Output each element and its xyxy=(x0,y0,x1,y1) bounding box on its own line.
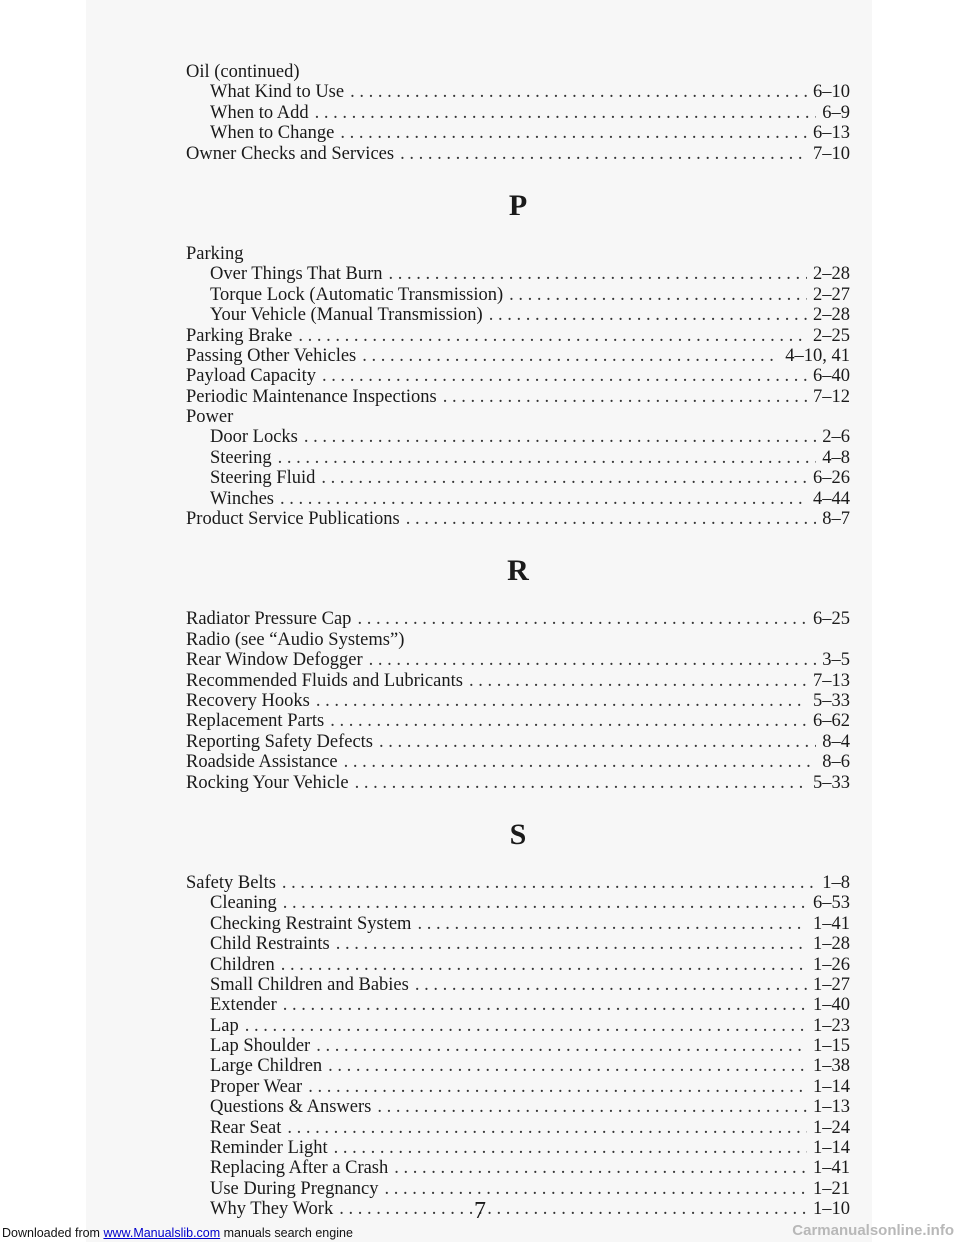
entry-label: Product Service Publications xyxy=(186,509,400,530)
entry-label: Periodic Maintenance Inspections xyxy=(186,386,437,407)
entry-page-ref: 1–38 xyxy=(813,1056,850,1077)
dot-leader xyxy=(278,448,817,468)
entry-label: What Kind to Use xyxy=(210,82,345,103)
entry-label: Why They Work xyxy=(210,1199,334,1220)
dot-leader xyxy=(316,1036,807,1056)
entry-page-ref: 3–5 xyxy=(822,650,850,671)
dot-leader xyxy=(322,366,807,386)
entry-page-ref: 1–28 xyxy=(813,934,850,955)
section-letter-s: S xyxy=(509,817,527,851)
dot-leader xyxy=(283,995,807,1015)
entry-label: Use During Pregnancy xyxy=(210,1178,379,1199)
index-entry xyxy=(186,995,850,1015)
entry-label: When to Change xyxy=(210,123,335,144)
index-entry xyxy=(186,62,850,82)
entry-label: Radiator Pressure Cap xyxy=(186,609,352,630)
entry-page-ref: 4–8 xyxy=(822,447,850,468)
footer-prefix: Downloaded from xyxy=(2,1226,104,1240)
entry-label: When to Add xyxy=(210,102,309,123)
dot-leader xyxy=(443,387,807,407)
entry-page-ref: 6–53 xyxy=(813,893,850,914)
dot-leader xyxy=(304,427,816,447)
index-entry xyxy=(186,407,850,427)
index-entry xyxy=(186,914,850,934)
index-entry xyxy=(186,366,850,386)
dot-leader xyxy=(400,144,807,164)
entry-page-ref: 1–14 xyxy=(813,1138,850,1159)
dot-leader xyxy=(298,326,807,346)
entry-page-ref: 4–10, 41 xyxy=(785,345,850,366)
entry-page-ref: 4–44 xyxy=(813,488,850,509)
section-p xyxy=(186,244,850,529)
index-entry xyxy=(186,671,850,691)
manualslib-link[interactable]: www.Manualslib.com xyxy=(103,1226,221,1240)
entry-label: Torque Lock (Automatic Transmission) xyxy=(210,284,504,305)
entry-page-ref: 1–13 xyxy=(813,1097,850,1118)
entry-label: Radio (see “Audio Systems”) xyxy=(186,629,405,650)
entry-page-ref: 6–10 xyxy=(813,82,850,103)
entry-page-ref: 8–6 xyxy=(822,752,850,773)
index-entry xyxy=(186,773,850,793)
entry-page-ref: 6–62 xyxy=(813,711,850,732)
entry-label: Safety Belts xyxy=(186,872,276,893)
dot-leader xyxy=(417,914,807,934)
entry-page-ref: 1–8 xyxy=(822,872,850,893)
index-entry xyxy=(186,1138,850,1158)
dot-leader xyxy=(316,691,807,711)
index-entry xyxy=(186,1179,850,1199)
entry-page-ref: 7–13 xyxy=(813,670,850,691)
dot-leader xyxy=(394,1158,807,1178)
index-entry xyxy=(186,1077,850,1097)
dot-leader xyxy=(308,1077,807,1097)
dot-leader xyxy=(344,752,817,772)
entry-label: Steering xyxy=(210,447,272,468)
dot-leader xyxy=(377,1097,807,1117)
dot-leader xyxy=(287,1118,807,1138)
index-entry xyxy=(186,1118,850,1138)
entry-label: Recommended Fluids and Lubricants xyxy=(186,670,463,691)
index-entry xyxy=(186,609,850,629)
entry-page-ref: 1–14 xyxy=(813,1076,850,1097)
entry-label: Questions & Answers xyxy=(210,1097,372,1118)
entry-page-ref: 1–23 xyxy=(813,1015,850,1036)
entry-label: Large Children xyxy=(210,1056,323,1077)
entry-label: Recovery Hooks xyxy=(186,690,310,711)
dot-leader xyxy=(415,975,807,995)
entry-label: Small Children and Babies xyxy=(210,974,409,995)
entry-label: Reporting Safety Defects xyxy=(186,731,373,752)
entry-label: Owner Checks and Services xyxy=(186,143,395,164)
entry-page-ref: 2–27 xyxy=(813,284,850,305)
index-entry xyxy=(186,1097,850,1117)
section-s xyxy=(186,873,850,1220)
index-entry xyxy=(186,975,850,995)
entry-page-ref: 5–33 xyxy=(813,772,850,793)
dot-leader xyxy=(280,489,807,509)
index-entry xyxy=(186,244,850,264)
entry-page-ref: 2–28 xyxy=(813,264,850,285)
entry-page-ref: 1–27 xyxy=(813,974,850,995)
entry-page-ref: 6–9 xyxy=(822,102,850,123)
index-entry xyxy=(186,448,850,468)
dot-leader xyxy=(388,264,807,284)
dot-leader xyxy=(336,934,807,954)
entry-page-ref: 6–25 xyxy=(813,609,850,630)
entry-label: Power xyxy=(186,407,234,428)
footer-suffix: manuals search engine xyxy=(220,1226,353,1240)
entry-label: Extender xyxy=(210,995,277,1016)
entry-page-ref: 1–15 xyxy=(813,1036,850,1057)
section-r xyxy=(186,609,850,793)
download-footer xyxy=(2,1226,353,1240)
dot-leader xyxy=(362,346,779,366)
index-entry xyxy=(186,893,850,913)
entry-label: Steering Fluid xyxy=(210,468,316,489)
dot-leader xyxy=(328,1056,807,1076)
index-entry xyxy=(186,630,850,650)
entry-label: Oil (continued) xyxy=(186,62,300,82)
index-entry xyxy=(186,305,850,325)
index-content xyxy=(186,62,850,1220)
index-entry xyxy=(186,123,850,143)
entry-label: Proper Wear xyxy=(210,1076,303,1097)
index-entry xyxy=(186,82,850,102)
entry-label: Door Locks xyxy=(210,427,298,448)
section-o-continued xyxy=(186,62,850,164)
index-entry xyxy=(186,732,850,752)
index-entry xyxy=(186,427,850,447)
entry-label: Passing Other Vehicles xyxy=(186,345,357,366)
entry-page-ref: 7–10 xyxy=(813,143,850,164)
index-entry xyxy=(186,285,850,305)
index-entry xyxy=(186,264,850,284)
entry-label: Your Vehicle (Manual Transmission) xyxy=(210,305,483,326)
index-entry xyxy=(186,509,850,529)
entry-label: Over Things That Burn xyxy=(210,264,383,285)
dot-leader xyxy=(334,1138,807,1158)
entry-page-ref: 5–33 xyxy=(813,690,850,711)
index-entry xyxy=(186,1016,850,1036)
dot-leader xyxy=(330,711,807,731)
index-entry xyxy=(186,650,850,670)
dot-leader xyxy=(369,650,817,670)
dot-leader xyxy=(489,305,807,325)
dot-leader xyxy=(355,773,807,793)
entry-page-ref: 8–4 xyxy=(822,731,850,752)
index-entry xyxy=(186,489,850,509)
watermark-text: Carmanualsonline.info xyxy=(792,1222,954,1239)
entry-label: Lap xyxy=(210,1015,239,1036)
entry-label: Cleaning xyxy=(210,893,277,914)
entry-label: Roadside Assistance xyxy=(186,752,338,773)
dot-leader xyxy=(245,1016,807,1036)
entry-page-ref: 1–21 xyxy=(813,1178,850,1199)
entry-label: Payload Capacity xyxy=(186,366,316,387)
entry-page-ref: 1–26 xyxy=(813,954,850,975)
dot-leader xyxy=(406,509,817,529)
entry-page-ref: 1–41 xyxy=(813,1158,850,1179)
index-entry xyxy=(186,346,850,366)
entry-page-ref: 6–13 xyxy=(813,123,850,144)
index-entry xyxy=(186,873,850,893)
dot-leader xyxy=(340,123,807,143)
index-entry xyxy=(186,387,850,407)
entry-label: Lap Shoulder xyxy=(210,1036,311,1057)
dot-leader xyxy=(379,732,816,752)
dot-leader xyxy=(385,1179,807,1199)
entry-page-ref: 6–40 xyxy=(813,366,850,387)
index-entry xyxy=(186,711,850,731)
entry-label: Winches xyxy=(210,488,274,509)
entry-page-ref: 8–7 xyxy=(822,509,850,530)
entry-page-ref: 2–6 xyxy=(822,427,850,448)
index-entry xyxy=(186,1036,850,1056)
dot-leader xyxy=(282,873,816,893)
entry-label: Replacing After a Crash xyxy=(210,1158,389,1179)
entry-label: Child Restraints xyxy=(210,934,330,955)
index-entry xyxy=(186,1158,850,1178)
entry-label: Parking xyxy=(186,243,244,264)
dot-leader xyxy=(350,82,807,102)
index-entry xyxy=(186,752,850,772)
index-entry xyxy=(186,144,850,164)
section-letter-p: P xyxy=(508,188,528,222)
page-number: 7 xyxy=(474,1198,486,1224)
section-letter-r: R xyxy=(507,554,529,588)
entry-label: Rear Window Defogger xyxy=(186,650,363,671)
entry-label: Checking Restraint System xyxy=(210,913,412,934)
dot-leader xyxy=(469,671,807,691)
dot-leader xyxy=(281,955,807,975)
entry-label: Rocking Your Vehicle xyxy=(186,772,349,793)
entry-page-ref: 7–12 xyxy=(813,386,850,407)
entry-label: Reminder Light xyxy=(210,1138,328,1159)
index-entry xyxy=(186,103,850,123)
dot-leader xyxy=(357,609,807,629)
index-entry xyxy=(186,468,850,488)
dot-leader xyxy=(283,893,807,913)
dot-leader xyxy=(321,468,807,488)
dot-leader xyxy=(509,285,807,305)
entry-page-ref: 2–28 xyxy=(813,305,850,326)
entry-page-ref: 6–26 xyxy=(813,468,850,489)
index-entry xyxy=(186,955,850,975)
entry-label: Replacement Parts xyxy=(186,711,325,732)
index-entry xyxy=(186,691,850,711)
entry-page-ref: 1–41 xyxy=(813,913,850,934)
entry-label: Rear Seat xyxy=(210,1117,282,1138)
dot-leader xyxy=(315,103,817,123)
index-entry xyxy=(186,326,850,346)
entry-page-ref: 1–10 xyxy=(813,1199,850,1220)
entry-label: Children xyxy=(210,954,275,975)
entry-page-ref: 1–24 xyxy=(813,1117,850,1138)
index-entry xyxy=(186,934,850,954)
entry-page-ref: 1–40 xyxy=(813,995,850,1016)
entry-label: Parking Brake xyxy=(186,325,293,346)
index-entry xyxy=(186,1056,850,1076)
entry-page-ref: 2–25 xyxy=(813,325,850,346)
